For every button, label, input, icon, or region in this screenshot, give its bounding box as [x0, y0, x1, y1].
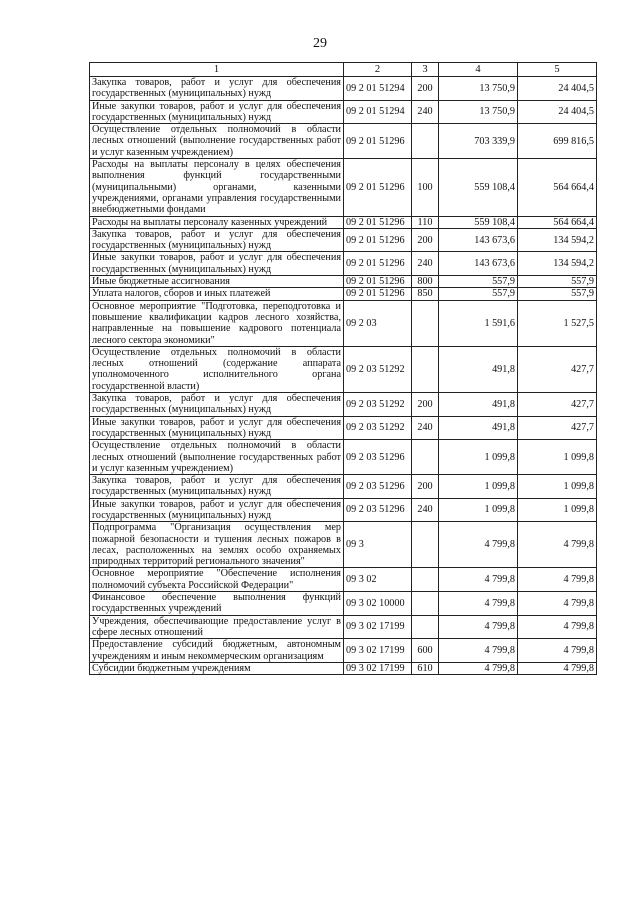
amount-year-1: 4 799,8 — [439, 522, 518, 568]
expense-type-code — [412, 300, 439, 346]
column-header: 1 — [90, 63, 344, 77]
target-code: 09 2 01 51296 — [344, 124, 412, 159]
target-code: 09 3 02 10000 — [344, 592, 412, 616]
expense-type-code: 100 — [412, 159, 439, 216]
target-code: 09 3 — [344, 522, 412, 568]
table-row — [90, 159, 597, 216]
expense-type-code: 600 — [412, 639, 439, 663]
expense-type-code: 240 — [412, 252, 439, 276]
amount-year-1: 703 339,9 — [439, 124, 518, 159]
table-row — [90, 416, 597, 440]
amount-year-2: 427,7 — [518, 416, 597, 440]
table-row — [90, 288, 597, 300]
expense-type-code — [412, 124, 439, 159]
expense-type-code: 200 — [412, 393, 439, 417]
target-code: 09 2 01 51296 — [344, 228, 412, 252]
table-row — [90, 252, 597, 276]
amount-year-2: 564 664,4 — [518, 159, 597, 216]
table-row — [90, 662, 597, 674]
item-name: Подпрограмма "Организация осуществления мер пожарной безопасности и тушения лесных пожаров в лесах, расположенных на землях особо охраняемых природных территорий регионального значения" — [90, 522, 344, 568]
amount-year-2: 427,7 — [518, 393, 597, 417]
target-code: 09 2 03 51296 — [344, 440, 412, 475]
target-code: 09 3 02 17199 — [344, 615, 412, 639]
amount-year-1: 491,8 — [439, 393, 518, 417]
amount-year-1: 4 799,8 — [439, 592, 518, 616]
expense-type-code: 110 — [412, 216, 439, 228]
table-row — [90, 100, 597, 124]
expense-type-code: 200 — [412, 228, 439, 252]
table-row — [90, 346, 597, 392]
amount-year-2: 134 594,2 — [518, 228, 597, 252]
target-code: 09 2 03 51292 — [344, 416, 412, 440]
amount-year-2: 4 799,8 — [518, 568, 597, 592]
table-row — [90, 276, 597, 288]
expense-type-code — [412, 440, 439, 475]
target-code: 09 3 02 17199 — [344, 639, 412, 663]
page-number: 29 — [313, 36, 327, 51]
item-name: Осуществление отдельных полномочий в области лесных отношений (выполнение государственных работ и услуг казенным учреждением) — [90, 124, 344, 159]
item-name: Основное мероприятие "Обеспечение исполнения полномочий субъекта Российской Федерации" — [90, 568, 344, 592]
amount-year-2: 1 099,8 — [518, 440, 597, 475]
table-row — [90, 216, 597, 228]
amount-year-2: 4 799,8 — [518, 639, 597, 663]
expense-type-code — [412, 615, 439, 639]
amount-year-1: 559 108,4 — [439, 159, 518, 216]
amount-year-1: 1 591,6 — [439, 300, 518, 346]
amount-year-2: 24 404,5 — [518, 100, 597, 124]
table-row — [90, 615, 597, 639]
expense-type-code: 240 — [412, 416, 439, 440]
amount-year-2: 699 816,5 — [518, 124, 597, 159]
item-name: Предоставление субсидий бюджетным, автономным учреждениям и иным некоммерческим организациям — [90, 639, 344, 663]
header-row — [90, 63, 597, 77]
amount-year-2: 24 404,5 — [518, 77, 597, 101]
amount-year-1: 143 673,6 — [439, 228, 518, 252]
item-name: Закупка товаров, работ и услуг для обеспечения государственных (муниципальных) нужд — [90, 77, 344, 101]
item-name: Закупка товаров, работ и услуг для обеспечения государственных (муниципальных) нужд — [90, 393, 344, 417]
column-header: 3 — [412, 63, 439, 77]
item-name: Расходы на выплаты персоналу казенных учреждений — [90, 216, 344, 228]
column-header: 2 — [344, 63, 412, 77]
amount-year-2: 4 799,8 — [518, 522, 597, 568]
amount-year-2: 564 664,4 — [518, 216, 597, 228]
target-code: 09 3 02 — [344, 568, 412, 592]
item-name: Закупка товаров, работ и услуг для обеспечения государственных (муниципальных) нужд — [90, 475, 344, 499]
amount-year-2: 134 594,2 — [518, 252, 597, 276]
expense-type-code: 850 — [412, 288, 439, 300]
item-name: Осуществление отдельных полномочий в области лесных отношений (выполнение государственных работ и услуг казенным учреждением) — [90, 440, 344, 475]
item-name: Иные закупки товаров, работ и услуг для обеспечения государственных (муниципальных) нужд — [90, 252, 344, 276]
table-row — [90, 393, 597, 417]
table-row — [90, 77, 597, 101]
amount-year-2: 557,9 — [518, 276, 597, 288]
amount-year-2: 4 799,8 — [518, 592, 597, 616]
item-name: Закупка товаров, работ и услуг для обеспечения государственных (муниципальных) нужд — [90, 228, 344, 252]
target-code: 09 2 01 51296 — [344, 159, 412, 216]
table-row — [90, 498, 597, 522]
table-row — [90, 475, 597, 499]
target-code: 09 2 01 51296 — [344, 216, 412, 228]
expense-type-code — [412, 568, 439, 592]
target-code: 09 2 03 51296 — [344, 475, 412, 499]
expense-type-code: 200 — [412, 475, 439, 499]
amount-year-1: 1 099,8 — [439, 498, 518, 522]
amount-year-1: 4 799,8 — [439, 639, 518, 663]
amount-year-1: 4 799,8 — [439, 615, 518, 639]
item-name: Субсидии бюджетным учреждениям — [90, 662, 344, 674]
target-code: 09 2 01 51296 — [344, 276, 412, 288]
item-name: Иные закупки товаров, работ и услуг для обеспечения государственных (муниципальных) нужд — [90, 416, 344, 440]
item-name: Финансовое обеспечение выполнения функций государственных учреждений — [90, 592, 344, 616]
expense-type-code: 610 — [412, 662, 439, 674]
item-name: Основное мероприятие "Подготовка, переподготовка и повышение квалификации кадров лесного хозяйства, направленные на повышение кадрового потенциала лесного сектора экономики" — [90, 300, 344, 346]
amount-year-2: 4 799,8 — [518, 615, 597, 639]
amount-year-1: 143 673,6 — [439, 252, 518, 276]
column-header: 5 — [518, 63, 597, 77]
amount-year-1: 13 750,9 — [439, 100, 518, 124]
amount-year-2: 557,9 — [518, 288, 597, 300]
expense-type-code: 800 — [412, 276, 439, 288]
item-name: Учреждения, обеспечивающие предоставление услуг в сфере лесных отношений — [90, 615, 344, 639]
amount-year-1: 1 099,8 — [439, 440, 518, 475]
target-code: 09 2 01 51294 — [344, 77, 412, 101]
budget-table — [89, 62, 597, 675]
amount-year-1: 491,8 — [439, 346, 518, 392]
amount-year-2: 1 099,8 — [518, 475, 597, 499]
target-code: 09 2 03 51292 — [344, 346, 412, 392]
amount-year-1: 559 108,4 — [439, 216, 518, 228]
table-row — [90, 124, 597, 159]
expense-type-code — [412, 522, 439, 568]
expense-type-code: 200 — [412, 77, 439, 101]
expense-type-code: 240 — [412, 100, 439, 124]
table-row — [90, 568, 597, 592]
item-name: Уплата налогов, сборов и иных платежей — [90, 288, 344, 300]
target-code: 09 2 01 51294 — [344, 100, 412, 124]
item-name: Иные бюджетные ассигнования — [90, 276, 344, 288]
table-row — [90, 300, 597, 346]
table-row — [90, 228, 597, 252]
target-code: 09 2 03 51292 — [344, 393, 412, 417]
target-code: 09 2 03 51296 — [344, 498, 412, 522]
item-name: Иные закупки товаров, работ и услуг для обеспечения государственных (муниципальных) нужд — [90, 498, 344, 522]
amount-year-1: 557,9 — [439, 288, 518, 300]
expense-type-code: 240 — [412, 498, 439, 522]
amount-year-1: 4 799,8 — [439, 568, 518, 592]
amount-year-2: 1 099,8 — [518, 498, 597, 522]
item-name: Осуществление отдельных полномочий в области лесных отношений (содержание аппарата уполномоченного исполнительного органа государственной власти) — [90, 346, 344, 392]
amount-year-1: 1 099,8 — [439, 475, 518, 499]
amount-year-1: 4 799,8 — [439, 662, 518, 674]
table-row — [90, 592, 597, 616]
table-row — [90, 639, 597, 663]
item-name: Иные закупки товаров, работ и услуг для обеспечения государственных (муниципальных) нужд — [90, 100, 344, 124]
expense-type-code — [412, 346, 439, 392]
amount-year-1: 491,8 — [439, 416, 518, 440]
target-code: 09 2 03 — [344, 300, 412, 346]
amount-year-2: 427,7 — [518, 346, 597, 392]
column-header: 4 — [439, 63, 518, 77]
item-name: Расходы на выплаты персоналу в целях обеспечения выполнения функций государственными (муниципальными) органами, казенными учреждениями, органами управления государственными внебюджетными фондами — [90, 159, 344, 216]
target-code: 09 3 02 17199 — [344, 662, 412, 674]
target-code: 09 2 01 51296 — [344, 288, 412, 300]
amount-year-2: 4 799,8 — [518, 662, 597, 674]
amount-year-1: 13 750,9 — [439, 77, 518, 101]
table-row — [90, 522, 597, 568]
amount-year-1: 557,9 — [439, 276, 518, 288]
table-row — [90, 440, 597, 475]
target-code: 09 2 01 51296 — [344, 252, 412, 276]
amount-year-2: 1 527,5 — [518, 300, 597, 346]
expense-type-code — [412, 592, 439, 616]
